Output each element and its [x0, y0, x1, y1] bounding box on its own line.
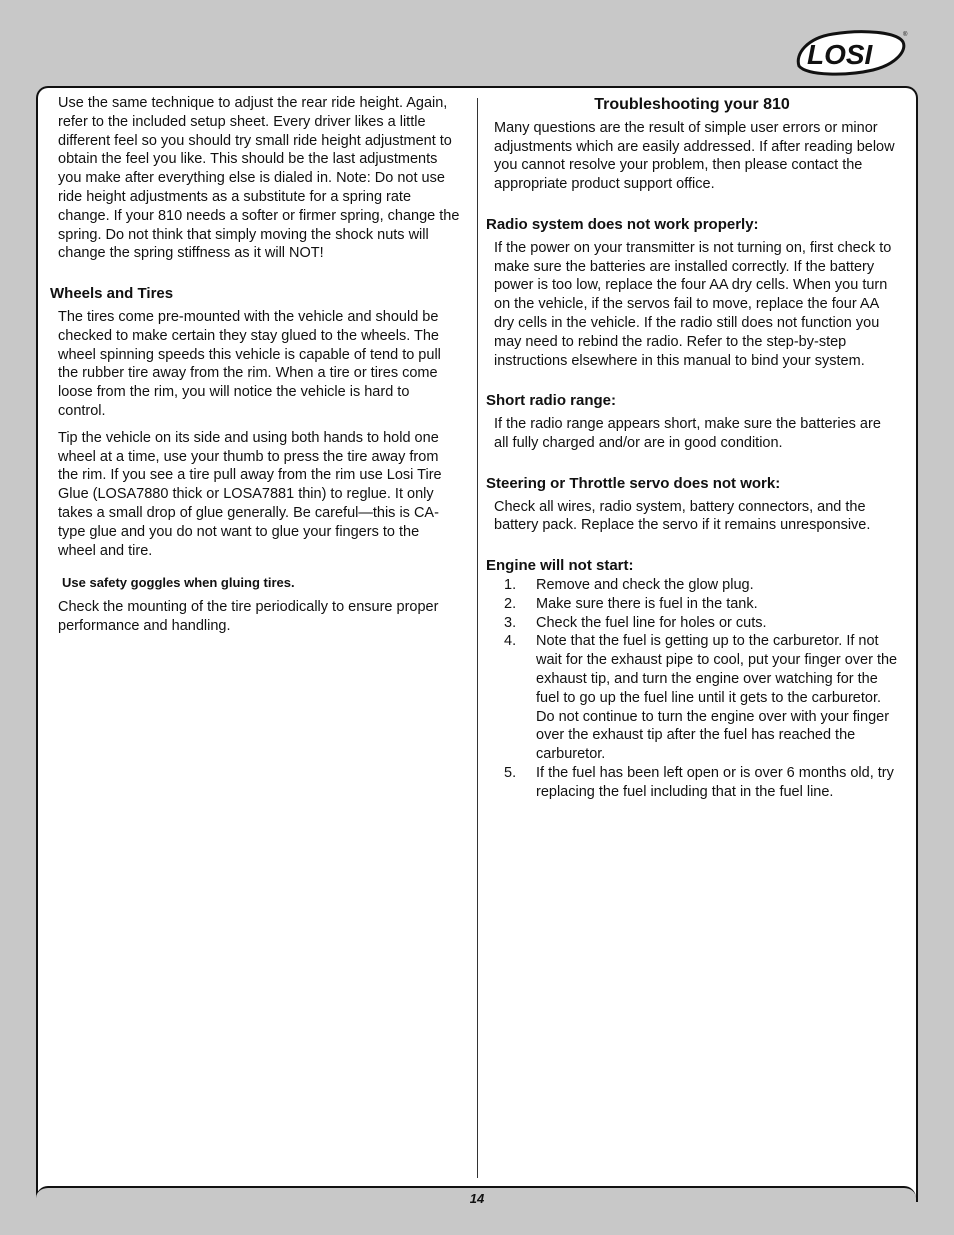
troubleshooting-intro: Many questions are the result of simple user errors or minor adjustments which are easily addressed. If after reading below you cannot resolve your problem, then please contact the appropriate product support office.	[494, 119, 895, 193]
right-column	[486, 94, 898, 802]
wheels-paragraph-1: The tires come pre-mounted with the vehicle and should be checked to make certain they stay glued to the wheels. The wheel spinning speeds this vehicle is capable of tend to pull the rubber tire away from the rim. When a tire or tires come loose from the rim, you will notice the vehicle is hard to control.	[58, 308, 441, 419]
step-number: 2.	[504, 595, 517, 612]
step-text: Note that the fuel is getting up to the carburetor. If not wait for the exhaust pipe to cool, put your finger over the exhaust tip, and turn the engine over watching for the fuel to go up the fuel line until it gets to the carburetor. Do not continue to turn the engine over with your finger over the exhaust tip after the fuel has reached the carburetor.	[536, 633, 898, 763]
range-paragraph: If the radio range appears short, make sure the batteries are all fully charged and/or are in good condition.	[494, 416, 881, 451]
troubleshooting-title: Troubleshooting your 810	[594, 96, 790, 113]
step-number: 4.	[504, 633, 517, 650]
losi-logo	[793, 26, 909, 78]
column-divider	[477, 98, 478, 1178]
step-number: 5.	[504, 764, 517, 781]
step-number: 3.	[504, 614, 517, 631]
list-item	[486, 614, 898, 633]
engine-heading: Engine will not start:	[486, 557, 634, 575]
servo-paragraph: Check all wires, radio system, battery connectors, and the battery pack. Replace the servo if it remains unresponsive.	[494, 498, 871, 534]
wheels-heading: Wheels and Tires	[50, 285, 174, 303]
logo-lettering: LOSI	[807, 39, 873, 70]
engine-steps-list	[486, 576, 898, 802]
step-text: Remove and check the glow plug.	[536, 576, 754, 593]
radio-heading: Radio system does not work properly:	[486, 215, 759, 233]
left-column	[50, 94, 460, 636]
ride-height-paragraph: Use the same technique to adjust the rear ride height. Again, refer to the included setup sheet. Every driver likes a little different feel so you should try small ride height adjustment to obtain the feel you like. This should be the last adjustments you make after everything else is dialed in. Note: Do not use ride height adjustments as a substitute for a spring rate change. If your 810 needs a softer or firmer spring, change the spring. Do not think that simply moving the shock nuts will change the spring stiffness as it will NOT!	[58, 95, 460, 262]
range-heading: Short radio range:	[486, 392, 617, 410]
wheels-paragraph-3: Check the mounting of the tire periodically to ensure proper performance and handling.	[58, 599, 439, 634]
wheels-paragraph-2: Tip the vehicle on its side and using both hands to hold one wheel at a time, use your thumb to press the tire away from the rim. If you see a tire pull away from the rim use Losi Tire Glue (LOSA7880 thick or LOSA7881 thin) to reglue. It only takes a small drop of glue generally. Be careful—this is CA-type glue and you do not want to glue your fingers to the wheel and tire.	[58, 429, 442, 559]
list-item	[486, 595, 898, 614]
step-text: If the fuel has been left open or is over 6 months old, try replacing the fuel including that in the fuel line.	[536, 764, 894, 800]
page-number: 14	[469, 1191, 485, 1206]
list-item	[486, 764, 898, 802]
step-text: Check the fuel line for holes or cuts.	[536, 614, 767, 631]
radio-paragraph: If the power on your transmitter is not turning on, first check to make sure the batteries are installed correctly. If the battery power is too low, replace the four AA dry cells. When you turn on the vehicle, if the servos fail to move, replace the four AA dry cells in the vehicle. If the radio still does not function you may need to rebind the radio. Refer to the step-by-step instructions elsewhere in this manual to bind your system.	[494, 239, 892, 369]
registered-mark: ®	[903, 32, 908, 38]
list-item	[486, 576, 898, 595]
safety-warning: Use safety goggles when gluing tires.	[62, 575, 295, 591]
servo-heading: Steering or Throttle servo does not work:	[486, 474, 781, 492]
step-number: 1.	[504, 576, 517, 593]
step-text: Make sure there is fuel in the tank.	[536, 595, 758, 612]
list-item	[486, 632, 898, 764]
